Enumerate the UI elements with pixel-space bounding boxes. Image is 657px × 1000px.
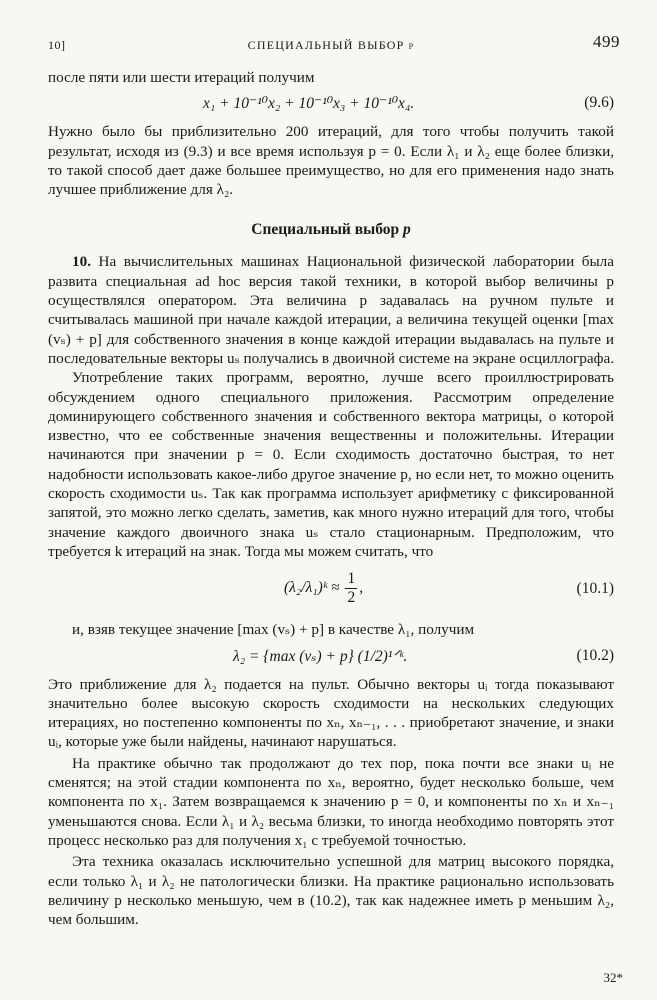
page-number: 499 <box>593 32 620 51</box>
equation-10-1-body <box>284 570 363 607</box>
section-heading-var: p <box>403 221 411 239</box>
paragraph-7: Эта техника оказалась исключительно успешной для матриц высокого порядка, если только λ₁ и λ₂ не патологически близки. На практике рационально использовать величину p несколько меньшую, чем в (10.2), так как надежнее иметь p меньшим λ₂, чем большим. <box>48 853 614 929</box>
equation-10-1-tail: , <box>359 579 364 597</box>
equation-10-2-body: λ₂ = {max (vₛ) + p} (1/2)¹ᐟᵏ. <box>233 647 408 665</box>
equation-10-2-label: (10.2) <box>576 646 614 664</box>
equation-10-2 <box>48 647 614 669</box>
paragraph-1: Нужно было бы приблизительно 200 итераций, для того чтобы получить такой результат, исходя из (9.3) и все время используя p = 0. Если λ₁ и λ₂ еще более близки, то такой способ дает даже большее преимущество, но для его применения надо знать лучшее приближение для λ₂. <box>48 123 614 199</box>
equation-9-6 <box>48 94 614 116</box>
paragraph-3: Употребление таких программ, вероятно, лучше всего проиллюстрировать обсуждением одного специального приложения. Рассмотрим определение доминирующего собственного значения и собственного вектора матрицы, о которой известно, что ее собственные значения вещественны и положительны. Итерации начинаются при значении p = 0. Если сходимость достаточно быстрая, то нет надобности использовать какое-либо другое значение p, но если нет, то можно оценить скорость сходимости uₛ. Так как программа использует арифметику с фиксированной запятой, это можно легко сделать, заметив, как много нужно итераций для того, чтобы значение каждого двоичного знака uₛ стало стационарным. Предположим, что требуется k итераций на знак. Тогда мы можем считать, что <box>48 369 614 560</box>
paragraph-6: На практике обычно так продолжают до тех пор, пока почти все знаки uᵢ не сменятся; на этой стадии компонента по xₙ, вероятно, будет несколько больше, чем компонента по x₁. Затем возвращаемся к значению p = 0, и компоненты по xₙ и xₙ₋₁ уменьшаются снова. Если λ₁ и λ₂ весьма близки, то иногда необходимо повторять этот процесс несколько раз для получения x₁ с требуемой точностью. <box>48 754 614 849</box>
section-ref: 10] <box>48 38 66 52</box>
paragraph-4: и, взяв текущее значение [max (vₛ) + p] в качестве λ₁, получим <box>72 621 475 639</box>
section-heading <box>48 221 614 239</box>
page <box>48 30 620 929</box>
equation-9-6-body: x₁ + 10⁻¹⁰x₂ + 10⁻¹⁰x₃ + 10⁻¹⁰x₄. <box>203 95 415 113</box>
paragraph-2 <box>48 252 614 368</box>
fraction-denominator: 2 <box>347 589 356 607</box>
fraction <box>345 570 357 607</box>
equation-10-1-label: (10.1) <box>576 580 614 598</box>
paragraph-2-text: На вычислительных машинах Национальной физической лаборатории была развита специальная ad hoc версия такой техники, в которой выбор величины p осуществлялся оператором. Эта величина p задавалась на ручном пульте и считывалась машиной при начале каждой итерации, а величина текущей оценки [max (vₛ) + p] для собственного значения в конце каждой итерации выдавалась на пульте и последовательные векторы uₛ получались в двоичной системе на экране осциллографа. <box>48 253 614 367</box>
running-header <box>48 30 620 54</box>
equation-10-1 <box>48 568 614 614</box>
running-title: СПЕЦИАЛЬНЫЙ ВЫБОР p <box>247 38 415 52</box>
fraction-numerator: 1 <box>347 570 356 588</box>
section-heading-text: Специальный выбор <box>251 221 400 239</box>
equation-9-6-label: (9.6) <box>584 94 614 112</box>
signature-mark: 32* <box>603 970 623 985</box>
paragraph-5: Это приближение для λ₂ подается на пульт. Обычно векторы uᵢ тогда показывают значительно более высокую скорость сходимости на нескольких следующих итерациях, но постепенно компоненты по xₙ, xₙ₋₁, . . . приобретают значение, и знаки uᵢ, которые уже были найдены, начинают нарушаться. <box>48 675 614 751</box>
intro-line: после пяти или шести итераций получим <box>48 69 315 86</box>
equation-10-1-lhs: (λ₂/λ₁)ᵏ ≈ <box>284 579 340 597</box>
section-number: 10. <box>72 253 91 271</box>
